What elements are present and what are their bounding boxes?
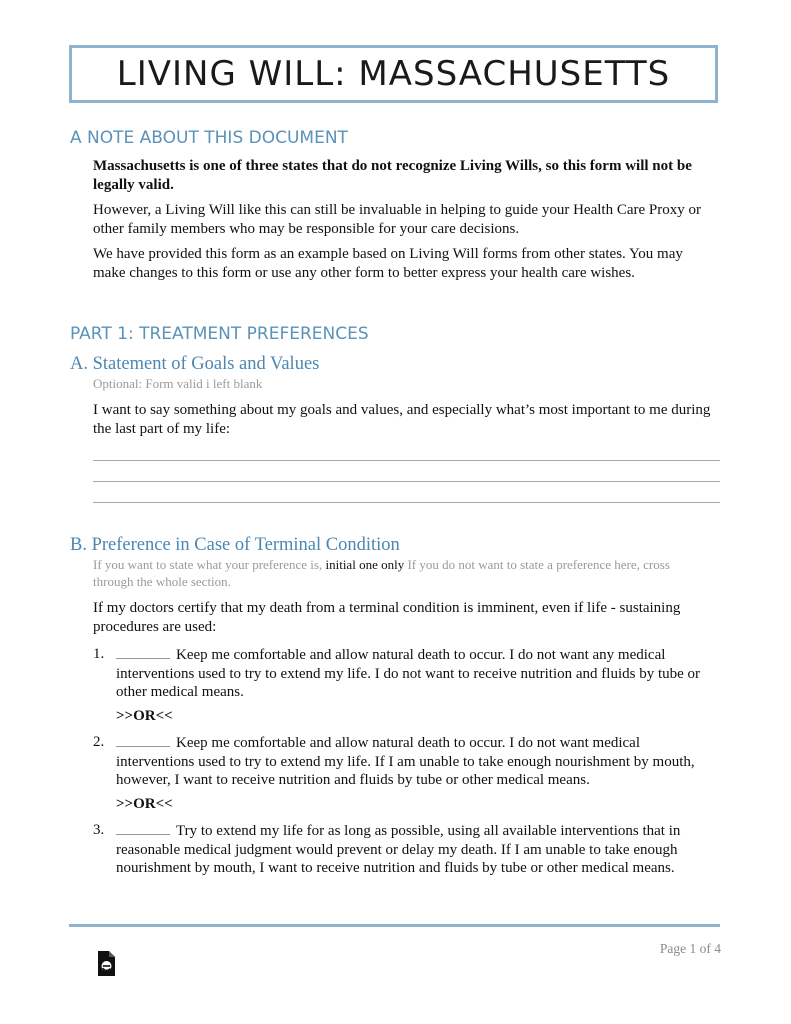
option-1-text: Keep me comfortable and allow natural death to occur. I do not want any medical interventions used to try to extend my life. I do not want to receive nutrition and fluids by tube or other medical means. <box>116 647 701 700</box>
goals-answer-line-1[interactable] <box>93 460 720 461</box>
section-b-intro: If my doctors certify that my death from a terminal condition is imminent, even if life - sustaining procedures are used: <box>93 600 681 635</box>
section-b-heading: B. Preference in Case of Terminal Condition <box>70 535 400 555</box>
note-heading: A NOTE ABOUT THIS DOCUMENT <box>70 128 348 148</box>
section-a-heading: A. Statement of Goals and Values <box>70 354 320 374</box>
option-2 <box>93 733 718 790</box>
note-paragraph-3: We have provided this form as an example based on Living Will forms from other states. You may make changes to this form or use any other form to better express your health care wishes. <box>93 246 683 281</box>
goals-answer-line-2[interactable] <box>93 481 720 482</box>
option-3-number: 3. <box>93 822 105 838</box>
option-1-initial-blank[interactable] <box>116 645 170 659</box>
section-a-prompt: I want to say something about my goals and values, and especially what’s most important to me during the last part of my life: <box>93 402 711 437</box>
section-b-note <box>93 557 713 590</box>
eforms-logo-icon <box>96 950 116 977</box>
option-1-number: 1. <box>93 646 105 662</box>
option-2-initial-blank[interactable] <box>116 733 170 747</box>
part1-heading: PART 1: TREATMENT PREFERENCES <box>70 324 369 344</box>
option-3 <box>93 821 718 878</box>
document-title: LIVING WILL: MASSACHUSETTS <box>116 54 671 94</box>
option-3-initial-blank[interactable] <box>116 821 170 835</box>
option-3-text: Try to extend my life for as long as possible, using all available interventions that in reasonable medical judgment would prevent or delay my death. If I am unable to take enough nourishment by mouth, I want to receive nutrition and fluids by tube or other medical means. <box>116 823 681 876</box>
or-separator-1: >>OR<< <box>116 708 173 724</box>
section-b-note-post: If you do not want to state a preference here, cross through the whole section. <box>93 557 670 589</box>
option-2-text: Keep me comfortable and allow natural death to occur. I do not want medical interventions used to try to extend my life. If I am unable to take enough nourishment by mouth, however, I want to receive nutrition and fluids by tube or other medical means. <box>116 735 695 788</box>
page-number: Page 1 of 4 <box>659 941 721 956</box>
note-paragraph-2: However, a Living Will like this can still be invaluable in helping to guide your Health Care Proxy or other family members who may be responsible for your care decisions. <box>93 202 701 237</box>
note-paragraph-1: Massachusetts is one of three states that do not recognize Living Wills, so this form will not be legally valid. <box>93 158 692 193</box>
or-separator-2: >>OR<< <box>116 796 173 812</box>
section-b-note-emph: initial one only <box>325 557 405 572</box>
footer-rule <box>69 924 720 927</box>
section-a-note: Optional: Form valid i left blank <box>93 376 263 391</box>
section-b-note-pre: If you want to state what your preference is, <box>93 557 326 572</box>
option-2-number: 2. <box>93 734 105 750</box>
document-title-box <box>69 45 718 103</box>
goals-answer-line-3[interactable] <box>93 502 720 503</box>
option-1 <box>93 645 718 702</box>
